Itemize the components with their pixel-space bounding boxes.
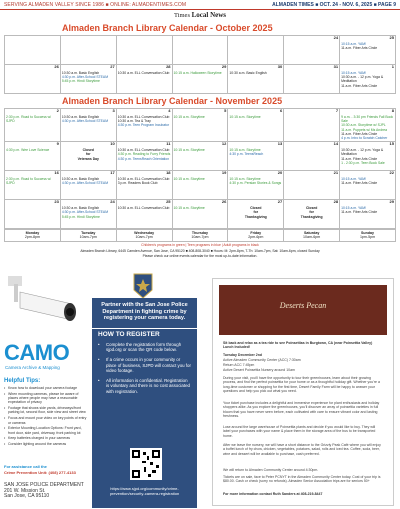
hours-cell xyxy=(60,230,116,242)
poster-depart: Active Almaden Community Center (ACC) 7:30am xyxy=(223,358,301,362)
calendar-event: 10:30 a.m. Tea & Tray xyxy=(117,119,151,124)
calendar-event: 10:30 a.m. - 12 p.m. Yoga & Meditation xyxy=(341,148,384,157)
calendar-event: 10:30 a.m. Basic English xyxy=(61,71,100,75)
poster-para-2: Your ticket purchase includes a delightful and immersive experience for plant enthusiasts and holiday shoppers alike. As you explore the greenhouses, you'll discover an array of poinsettia varieties in full bloom that you have never seen before, each cultivated with care to ensure vibrant color and lasting freshness. xyxy=(223,401,380,419)
calendar-event: 4:30 p.m. After-School STEAM xyxy=(61,75,109,80)
step-text: Complete the registration form through sjpd.org or scan the QR code below. xyxy=(106,341,182,353)
tip-item: • Focus and mount your video on key points of entry or cameras xyxy=(4,416,88,425)
calendar-event: 10:15 a.m. Halloween Storytime xyxy=(173,71,222,75)
calendar-day xyxy=(116,171,172,200)
hours-time: 10am-7pm xyxy=(191,235,209,240)
header-right: ALMADEN TIMES ■ OCT. 24 - NOV. 6, 2025 ■ PAGE 9 xyxy=(272,2,396,8)
day-events xyxy=(341,115,394,140)
calendar-event: 10:30 a.m. ELL Conversation Club xyxy=(117,148,170,153)
day-events xyxy=(341,42,394,50)
day-number: 31 xyxy=(333,64,339,69)
bullet-icon: • xyxy=(98,341,100,347)
trip-poster xyxy=(212,278,394,506)
hours-cell xyxy=(5,230,61,242)
calendar-event: Closed xyxy=(250,206,262,211)
banner-title: Deserts Pecan xyxy=(279,301,327,310)
day-events xyxy=(118,206,171,210)
day-number: 21 xyxy=(333,170,339,176)
calendar-event: 10:30 a.m. Basic English xyxy=(61,115,100,119)
calendar-event: 10:15 a.m. Storytime xyxy=(173,206,205,211)
calendar-event: 4:30 p.m. Wee Love Science xyxy=(6,148,50,153)
hours-time: 2pm-6pm xyxy=(248,235,264,240)
day-events xyxy=(6,115,59,123)
day-events xyxy=(229,206,282,219)
calendar-event: 11 a.m. Fiber Arts Circle xyxy=(341,210,378,215)
calendar-event: 4:30 p.m. TeensReach Orientation xyxy=(117,156,170,161)
day-events xyxy=(118,71,171,75)
day-number: 25 xyxy=(389,35,394,40)
calendar-day xyxy=(340,36,396,65)
calendar-day xyxy=(284,200,340,229)
calendar-event: Closed xyxy=(82,148,94,153)
day-number: 8 xyxy=(391,108,394,113)
day-number: 19 xyxy=(221,170,227,176)
calendar-event: 5:45 p.m. Hindi Storytime xyxy=(61,79,100,84)
poster-return: Return ACC 7:45pm xyxy=(223,363,255,367)
calendar-day xyxy=(116,65,172,94)
register-steps xyxy=(92,340,197,397)
calendar-event: 10:15 a.m. Storytime xyxy=(173,148,205,153)
calendar-event: Thanksgiving xyxy=(300,214,323,219)
hours-time: 10am-7pm xyxy=(79,235,97,240)
camo-ad xyxy=(0,268,200,509)
calendar-event: 5:45 p.m. Hindi Storytime xyxy=(61,214,100,219)
poinsettia-trip-ad xyxy=(200,268,400,509)
calendar-event: 4:30 p.m. After-School STEAM xyxy=(61,119,109,124)
calendar-event: 10:15 a.m. YAM! xyxy=(341,42,367,46)
calendar-week xyxy=(5,171,396,200)
day-events xyxy=(341,177,394,185)
calendar-event: 10:15 a.m. Storytime xyxy=(173,177,205,182)
day-events xyxy=(341,71,394,88)
assist-label: For assistance call the xyxy=(4,464,47,469)
calendar-event: 11 a.m. Fiber Arts Circle xyxy=(341,181,378,186)
day-number: 14 xyxy=(333,141,339,147)
calendar-day xyxy=(228,65,284,94)
calendar-event: 4:30 p.m. After-School STEAM xyxy=(61,181,109,186)
day-number: 18 xyxy=(166,170,171,176)
day-events xyxy=(62,206,115,219)
calendar-event: 4:30 p.m. Persian Stories & Songs xyxy=(229,181,282,186)
calendar-event: 10:15 a.m. Storytime xyxy=(229,115,261,119)
calendar-day xyxy=(172,36,228,65)
calendar-day xyxy=(340,171,396,200)
calendar-event: 10:15 a.m. YAM! xyxy=(341,177,367,182)
calendar-day xyxy=(340,65,396,94)
november-grid xyxy=(4,108,396,229)
header-rule xyxy=(0,9,400,10)
section-label xyxy=(0,11,400,19)
hours-day: Saturday xyxy=(303,231,320,236)
bullet-icon: • xyxy=(98,356,100,362)
calendar-day xyxy=(5,36,61,65)
day-events xyxy=(118,115,171,128)
day-number: 25 xyxy=(166,199,171,205)
poster-para-6: Tickets are on sale, face to Peter PCNYT in the Almaden Community Center today. Cost of your trip is $80.00. Cash or check (sorry no refunds). Almaden Senior Association trips are for seniors 50+ xyxy=(223,475,381,484)
day-number: 15 xyxy=(389,141,394,147)
how-to-register-heading: HOW TO REGISTER xyxy=(92,328,197,340)
calendar-day xyxy=(228,36,284,65)
hours-cell xyxy=(172,230,228,242)
day-events xyxy=(62,115,115,123)
step-text: All information is confidential. Registration is voluntary and there is no cost associated with registration. xyxy=(106,377,190,394)
calendar-event: Thanksgiving xyxy=(244,214,267,219)
day-number: 6 xyxy=(279,108,283,113)
calendar-event: 4:30 p.m. TeensReach xyxy=(229,152,264,157)
day-events xyxy=(174,115,227,119)
calendar-event: 4 p.m. Intro to Scratch Catcher xyxy=(341,136,388,141)
calendar-event: 10:30 a.m. ELL Conversation Club xyxy=(117,71,170,75)
november-title: Almaden Branch Library Calendar - November 2025 xyxy=(62,96,283,106)
tip-item: • Exterior Mounting Location Options: Front yard, front door, side yard, driveway, front parking lot xyxy=(4,426,88,435)
sjpd-address xyxy=(4,483,84,500)
calendar-day xyxy=(60,200,116,229)
day-number: 24 xyxy=(110,199,115,205)
poster-contact: For more information contact Ruth Sanders at 408-219-8447 xyxy=(223,492,323,496)
calendar-event: 9 a.m. - 3:30 pm Friends Fall Book Sale xyxy=(341,115,394,124)
calendar-day xyxy=(60,109,116,142)
calendar-event: 4:30 p.m. Reading to Furry Friends xyxy=(117,152,171,157)
register-url[interactable]: https://www.sjpd.org/community/crime-prevention/security-camera-registration xyxy=(109,486,180,496)
calendar-week xyxy=(5,200,396,229)
calendar-event: 11 a.m. Fiber Arts Circle xyxy=(341,83,378,88)
calendar-event: 2:30 p.m. Road to Success w/ SJPD xyxy=(6,115,52,124)
calendar-day xyxy=(284,109,340,142)
calendar-day xyxy=(172,171,228,200)
section-name: Local News xyxy=(191,11,227,19)
hours-cell xyxy=(284,230,340,242)
calendar-event: 10:15 a.m. YAM! xyxy=(341,206,367,211)
calendar-day xyxy=(60,36,116,65)
day-number: 1 xyxy=(391,64,394,69)
hours-table xyxy=(4,229,396,242)
assist-phone: Crime Prevention Unit: (408) 277-4133 xyxy=(4,470,76,475)
day-events xyxy=(229,71,282,75)
day-number: 22 xyxy=(389,170,394,176)
hours-cell xyxy=(340,230,396,242)
hours-day: Friday xyxy=(250,231,262,236)
october-title: Almaden Branch Library Calendar - October 2025 xyxy=(62,23,273,33)
day-events xyxy=(174,206,227,210)
day-events xyxy=(285,206,338,219)
calendar-event: 10:15 a.m. Storytime xyxy=(229,148,261,153)
calendar-event: 10:30 a.m. ELL Conversation Club xyxy=(117,206,170,211)
day-number: 5 xyxy=(224,108,227,113)
calendar-day xyxy=(172,109,228,142)
police-badge-icon xyxy=(132,272,154,300)
register-step xyxy=(92,355,197,376)
security-camera-icon xyxy=(6,274,86,334)
hours-cell xyxy=(116,230,172,242)
header-left: SERVING ALMADEN VALLEY SINCE 1986 ■ ONLINE: ALMADENTIMES.COM xyxy=(4,2,187,8)
calendar-day xyxy=(116,142,172,171)
day-number: 11 xyxy=(166,141,171,147)
calendar-day xyxy=(5,109,61,142)
calendar-event: 10:15 a.m. YAM! xyxy=(341,71,367,75)
calendar-day xyxy=(340,200,396,229)
day-events xyxy=(229,177,282,185)
hours-time: 10am-7pm xyxy=(135,235,153,240)
calendar-event: 3 p.m. Readers Book Club xyxy=(117,181,158,186)
day-number: 12 xyxy=(221,141,227,147)
panel-headline: Partner with the San Jose Police Department in fighting crime by registering your camera today. xyxy=(101,302,188,322)
day-events xyxy=(229,115,282,119)
calendar-day xyxy=(60,142,116,171)
day-events xyxy=(341,148,394,165)
day-number: 26 xyxy=(221,199,227,205)
tip-item: • Consider lighting around the cameras xyxy=(4,442,88,446)
calendar-day xyxy=(60,65,116,94)
library-address: Almaden Branch Library, 6445 Camden Avenue, San Jose, CA 95120 ■ 408-808-3040 ■ Hours: M: 2pm-8pm, T-Th: 10am-7pm, Sat: 10am-6pm, closed Sunday xyxy=(80,248,320,253)
calendar-event: 2:30 p.m. Road to Success w/ SJPD xyxy=(6,177,52,186)
calendar-day xyxy=(172,200,228,229)
hours-day: Sunday xyxy=(361,231,375,236)
step-text: If a crime occurs in your community or place of business, SJPD will contact you for video footage. xyxy=(106,356,191,374)
day-number: 29 xyxy=(221,64,227,69)
address-line: 201 W. Mission St. xyxy=(4,487,46,494)
address-line: SAN JOSE POLICE DEPARTMENT xyxy=(4,482,84,488)
calendar-day xyxy=(340,109,396,142)
calendar-day xyxy=(284,142,340,171)
calendar-day xyxy=(340,142,396,171)
day-number: 2 xyxy=(56,108,59,113)
calendar-day xyxy=(284,36,340,65)
hours-day: Tuesday xyxy=(81,231,96,236)
calendar-week xyxy=(5,142,396,171)
calendar-day xyxy=(284,171,340,200)
calendar-event: 4:30 p.m. Teen Program Incubator xyxy=(117,123,170,128)
day-events xyxy=(62,148,115,161)
register-step xyxy=(92,340,197,355)
register-step xyxy=(92,376,197,397)
calendar-week xyxy=(5,109,396,142)
day-number: 27 xyxy=(277,199,283,205)
day-number: 24 xyxy=(333,35,339,40)
calendar-event: Closed xyxy=(305,206,318,211)
calendar-day xyxy=(60,171,116,200)
day-number: 26 xyxy=(54,64,59,69)
calendar-event: 1 - 2:30 p.m. Teen Book Sale xyxy=(341,160,385,165)
day-number: 28 xyxy=(333,199,339,205)
library-calendar xyxy=(4,23,396,259)
bullet-icon: • xyxy=(98,377,100,383)
day-events xyxy=(118,177,171,185)
day-events xyxy=(62,71,115,84)
october-grid xyxy=(4,35,396,94)
day-number: 9 xyxy=(56,141,59,147)
calendar-event: 10:30 a.m. Basic English xyxy=(229,71,267,75)
day-events xyxy=(62,177,115,185)
calendar-event: 10:30 a.m. - 12 p.m. Yoga & Meditation xyxy=(341,75,384,84)
tip-item: • When mounting cameras, please be aware of places where people may have a reasonable expectation of privacy xyxy=(4,392,88,405)
register-panel xyxy=(92,298,197,508)
calendar-note: Please check our online events calendar for the most up-to-date information. xyxy=(142,254,258,259)
tips-heading: Helpful Tips: xyxy=(4,378,41,384)
hours-cell xyxy=(228,230,284,242)
calendar-event: 10:30 a.m. Basic English xyxy=(61,206,100,211)
calendar-legend: Children's programs in green | Teen programs in blue | Adult programs in black xyxy=(141,243,259,248)
calendar-event: Veterans Day xyxy=(77,156,99,161)
poster-date: Tuesday December 2nd xyxy=(223,353,263,357)
hours-day: Monday xyxy=(25,231,40,236)
section-prefix: Times xyxy=(173,12,190,19)
day-events xyxy=(341,206,394,214)
calendar-day xyxy=(5,171,61,200)
calendar-event: 11 a.m. Fiber Arts Circle xyxy=(341,156,378,161)
poster-banner xyxy=(219,285,387,335)
calendar-day xyxy=(228,171,284,200)
day-number: 23 xyxy=(54,199,59,205)
day-events xyxy=(118,148,171,161)
page-header xyxy=(0,0,400,22)
tip-item: • Keep batteries charged in your cameras xyxy=(4,436,88,440)
calendar-day xyxy=(5,200,61,229)
calendar-day xyxy=(5,142,61,171)
tip-item: • Footage that shows side yards, driveways/front parking lot, second floor, side view and street view xyxy=(4,406,88,415)
calendar-event: 10:30 a.m. ELL Conversation Club xyxy=(117,177,170,182)
calendar-day xyxy=(5,65,61,94)
poster-para-5: We will return to Almaden Community Center around 4:30pm. xyxy=(223,468,319,472)
hours-time: 10am-6pm xyxy=(303,235,321,240)
calendar-event: 4:30 p.m. After-School STEAM xyxy=(61,210,109,215)
calendar-event: 10:30 a.m. Storytime w/ SJPL xyxy=(341,123,386,128)
day-number: 30 xyxy=(277,64,283,69)
day-events xyxy=(174,71,227,75)
hours-day: Thursday xyxy=(191,231,209,236)
qr-code-icon[interactable] xyxy=(130,448,162,480)
calendar-event: 10:15 a.m. Storytime xyxy=(173,115,205,119)
day-events xyxy=(174,148,227,152)
calendar-event: 10:30 a.m. Basic English xyxy=(61,177,100,182)
tips-list xyxy=(4,386,88,448)
day-events xyxy=(6,148,59,152)
calendar-day xyxy=(172,142,228,171)
hours-day: Wednesday xyxy=(134,231,155,236)
calendar-event: 11 a.m. Puppets w/ Ms Andrea xyxy=(341,127,387,132)
calendar-event: 11 a.m. Fiber Arts Circle xyxy=(341,131,378,136)
day-number: 4 xyxy=(168,108,171,113)
calendar-day xyxy=(172,65,228,94)
calendar-event: 10:30 a.m. ELL Conversation Club xyxy=(117,115,170,119)
day-number: 16 xyxy=(54,170,59,176)
calendar-event: 11 a.m. Fiber Arts Circle xyxy=(341,46,378,51)
poster-arrive: Active Desert Poinsettia Nursery around 10am xyxy=(223,368,295,372)
calendar-day xyxy=(228,142,284,171)
calendar-event: for xyxy=(86,152,91,157)
day-number: 3 xyxy=(112,108,115,113)
day-number: 20 xyxy=(277,170,283,176)
camo-logo: CAMO xyxy=(4,340,70,365)
day-number: 29 xyxy=(389,199,394,205)
calendar-event: for xyxy=(309,210,314,215)
calendar-day xyxy=(116,109,172,142)
calendar-day xyxy=(228,109,284,142)
calendar-day xyxy=(284,65,340,94)
day-events xyxy=(174,177,227,181)
day-number: 28 xyxy=(166,64,171,69)
tip-item: • Know how to download your camera footage xyxy=(4,386,88,390)
day-number: 17 xyxy=(110,170,115,176)
calendar-day xyxy=(116,36,172,65)
camo-subtitle: Camera Archive & Mapping xyxy=(5,365,60,370)
poster-para-3: Lose around the large warehouse of Poinsettia plants and decide if you would like to buy. They will label your purchases with your name & place them in the storage area of the bus to be transported home. xyxy=(223,425,376,438)
address-line: San Jose, CA 95110 xyxy=(4,493,50,500)
day-number: 10 xyxy=(110,141,115,147)
day-number: 27 xyxy=(110,64,115,69)
calendar-event: for xyxy=(253,210,259,215)
poster-para-1: During your visit, you'll have the opportunity to tour their greenhouses, learn about their growing process, and find the perfect poinsettia for your home or as a thoughtful holiday gift. Whether you're a long-time customer or shopping for the first time, Desert Family Farm will be happy to answer your questions and help you pick out what you need. xyxy=(223,376,380,394)
poster-intro: Sit back and relax as a tea ride to see Poinsettias in Burgtown, CA (near Poinsettia Valley) Lunch Included! xyxy=(223,341,373,350)
calendar-event: 10:15 a.m. Storytime xyxy=(229,177,261,182)
hours-time: 2pm-8pm xyxy=(24,235,41,240)
calendar-day xyxy=(116,200,172,229)
calendar-day xyxy=(228,200,284,229)
day-number: 7 xyxy=(335,108,339,113)
day-number: 13 xyxy=(277,141,283,147)
poster-para-4: After we leave the nursery, we will have a short distance to the Grizzly Peak Café where you will enjoy a buffet lunch of fry chow, chicken, vegetables, potatoes, salad, rolls and iced tea. Coffee, soda, beer, wine and dessert will be available to purchase, cash preferred. xyxy=(223,443,381,456)
day-events xyxy=(6,177,59,185)
day-events xyxy=(229,148,282,156)
hours-time: 1pm-5pm xyxy=(359,235,376,240)
